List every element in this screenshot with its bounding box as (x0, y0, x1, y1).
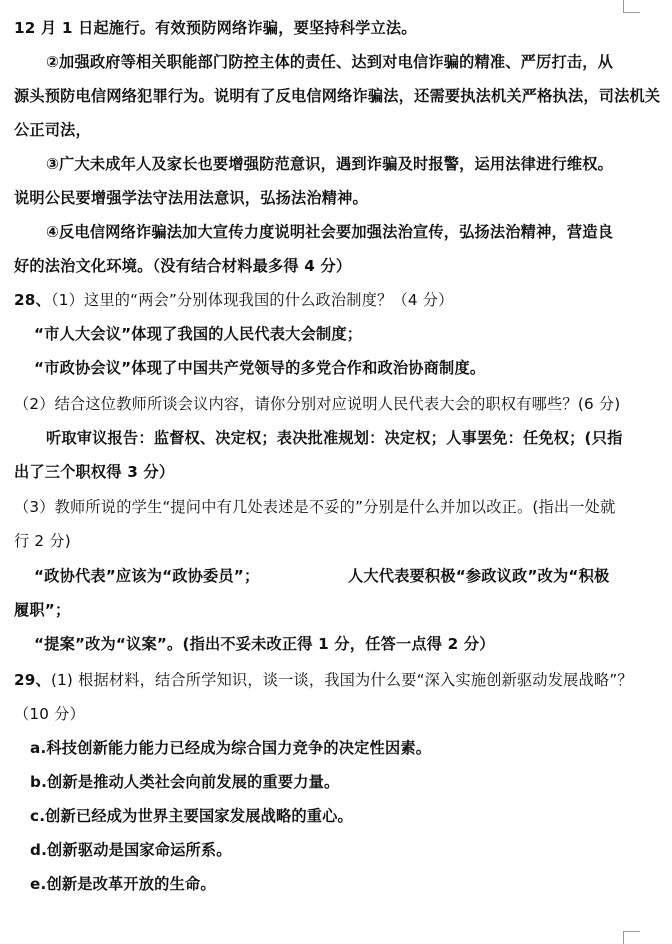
point2-line3: 公正司法， (14, 121, 91, 139)
point3-line2: 说明公民要增强学法守法用法意识，弘扬法治精神。 (14, 189, 368, 207)
q28-part3-answer-c: “提案”改为“议案”。(指出不妥未改正得 1 分，任答一点得 2 分） (34, 635, 495, 653)
point2-line1: ②加强政府等相关职能部门防控主体的责任、达到对电信诈骗的精准、严厉打击，从 (46, 53, 614, 71)
q28-part1-question (14, 290, 454, 310)
point3-line1: ③广大未成年人及家长也要增强防范意识，遇到诈骗及时报警，运用法律进行维权。 (46, 155, 614, 173)
q28-part1-answer2: “市政协会议”体现了中国共产党领导的多党合作和政治协商制度。 (34, 359, 486, 377)
q28-part3-answer-b2: 履职”； (14, 601, 71, 619)
q29-answer-a: a.科技创新能力能力已经成为综合国力竞争的决定性因素。 (30, 739, 432, 757)
crop-mark-bottom-right (623, 931, 640, 944)
q29-part1-question-text: (1) 根据材料，结合所学知识，谈一谈，我国为什么要“深入实施创新驱动发展战略”？ (50, 671, 633, 689)
q29-answer-e: e.创新是改革开放的生命。 (30, 875, 216, 893)
crop-mark-top-right (623, 0, 640, 13)
q28-part3-answer-a: “政协代表”应该为“政协委员”； (34, 567, 260, 585)
q29-answer-b: b.创新是推动人类社会向前发展的重要力量。 (30, 773, 340, 791)
q28-part2-answer-line2: 出了三个职权得 3 分） (14, 463, 175, 481)
point4-line2: 好的法治文化环境。（没有结合材料最多得 4 分） (14, 257, 352, 275)
point2-line2: 源头预防电信网络犯罪行为。说明有了反电信网络诈骗法，还需要执法机关严格执法，司法机关 (14, 87, 661, 105)
point4-line1: ④反电信网络诈骗法加大宣传力度说明社会要加强法治宣传，弘扬法治精神，营造良 (46, 223, 614, 241)
prev-line1: 12 月 1 日起施行。有效预防网络诈骗，要坚持科学立法。 (14, 19, 417, 37)
q28-part2-answer-line1: 听取审议报告：监督权、决定权；表决批准规划：决定权；人事罢免：任免权；(只指 (46, 429, 623, 447)
q29-number: 29、 (14, 671, 51, 689)
q29-answer-c: c.创新已经成为世界主要国家发展战略的重心。 (30, 807, 353, 825)
q28-part3-question-line2: 行 2 分) (14, 532, 71, 550)
q28-part3-question-line1: （3）教师所说的学生“提问中有几处表述是不妥的”分别是什么并加以改正。(指出一处就 (14, 498, 616, 516)
q28-part2-question: （2）结合这位教师所谈会议内容，请你分别对应说明人民代表大会的职权有哪些？(6 分) (14, 395, 621, 413)
q29-answer-d: d.创新驱动是国家命运所系。 (30, 841, 232, 859)
q29-part1-question-line2: （10 分） (14, 705, 85, 723)
q28-number: 28、 (14, 291, 51, 309)
q28-part3-answer-b: 人大代表要积极“参政议政”改为“积极 (348, 567, 610, 585)
q29-part1-question-line1 (14, 670, 633, 690)
q28-part1-answer1: “市人大会议”体现了我国的人民代表大会制度； (34, 325, 363, 343)
q28-part1-question-text: （1）这里的“两会”分别体现我国的什么政治制度？（4 分） (50, 291, 454, 309)
